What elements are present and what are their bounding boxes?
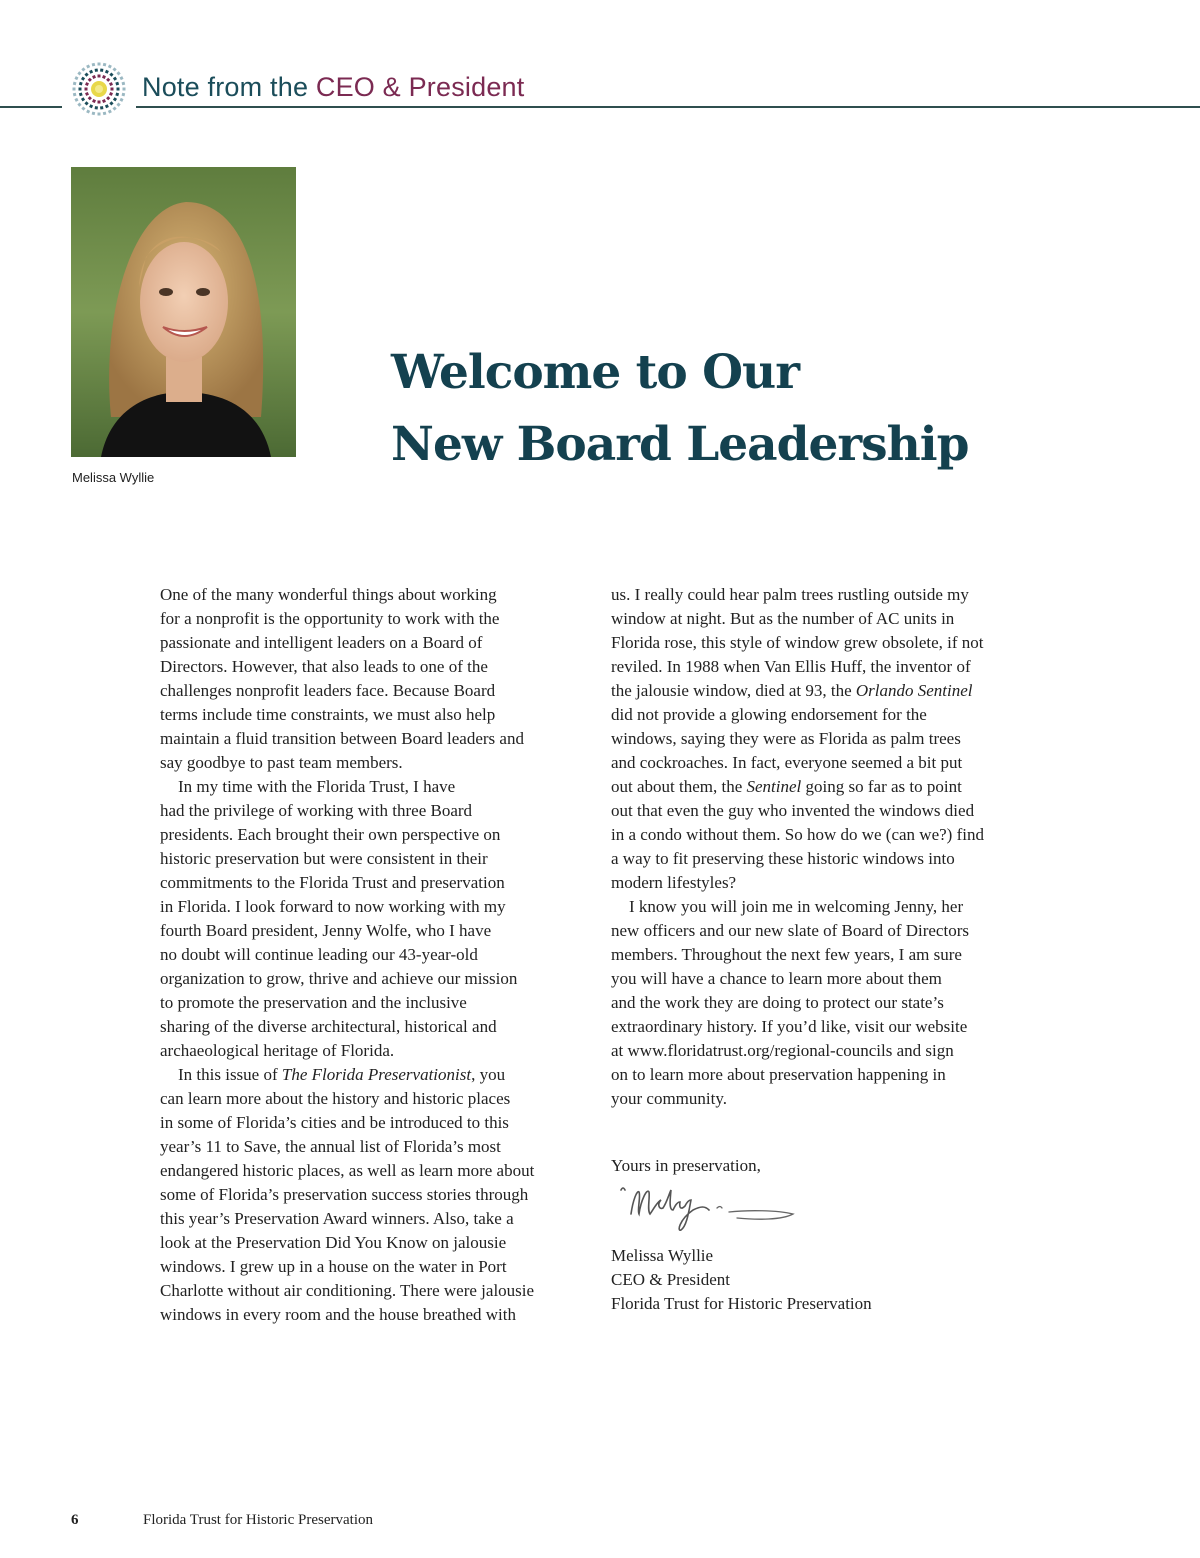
- headline-line-2: New Board Leadership: [391, 417, 969, 472]
- body-text-line: Directors. However, that also leads to one of the: [160, 657, 488, 676]
- body-text-line: fourth Board president, Jenny Wolfe, who I have: [160, 921, 492, 940]
- body-text-line: say goodbye to past team members.: [160, 753, 403, 772]
- portrait-photo: [71, 167, 296, 457]
- body-text-line: look at the Preservation Did You Know on jalousie: [160, 1233, 507, 1252]
- body-text-line: a way to fit preserving these historic windows into: [611, 849, 955, 868]
- header-rule-right: [136, 106, 1200, 108]
- body-text-line: out that even the guy who invented the windows died: [611, 801, 975, 820]
- body-text-line: windows, saying they were as Florida as palm trees: [611, 729, 961, 748]
- body-text-line: in some of Florida’s cities and be introduced to this: [160, 1113, 509, 1132]
- body-text-line: the jalousie window, died at 93, the Orlando Sentinel: [611, 681, 973, 700]
- page-header: [0, 58, 1200, 118]
- body-column-left: [160, 583, 592, 1327]
- article-headline: [391, 337, 1151, 481]
- body-text-line: reviled. In 1988 when Van Ellis Huff, the inventor of: [611, 657, 971, 676]
- body-text-line: members. Throughout the next few years, I am sure: [611, 945, 962, 964]
- body-text-line: windows in every room and the house breathed with: [160, 1305, 516, 1324]
- header-rule-left: [0, 106, 62, 108]
- body-text-line: had the privilege of working with three Board: [160, 801, 473, 820]
- body-column-right: [611, 583, 1041, 1316]
- signer-name: Melissa Wyllie: [611, 1246, 714, 1265]
- body-text-line: your community.: [611, 1089, 727, 1108]
- body-text-line: passionate and intelligent leaders on a Board of: [160, 633, 483, 652]
- handwritten-signature-icon: [611, 1178, 1041, 1244]
- section-title-highlight: CEO & President: [315, 72, 525, 102]
- body-text-line: maintain a fluid transition between Board leaders and: [160, 729, 524, 748]
- body-text-line: can learn more about the history and historic places: [160, 1089, 511, 1108]
- body-text-line: no doubt will continue leading our 43-year-old: [160, 945, 478, 964]
- section-title: [142, 72, 524, 103]
- body-text-line: year’s 11 to Save, the annual list of Florida’s most: [160, 1137, 501, 1156]
- body-text-line: windows. I grew up in a house on the water in Port: [160, 1257, 507, 1276]
- closing-salutation: Yours in preservation,: [611, 1156, 761, 1175]
- body-text-line: out about them, the Sentinel going so far as to point: [611, 777, 962, 796]
- headline-line-1: Welcome to Our: [391, 345, 799, 400]
- body-text-line: sharing of the diverse architectural, historical and: [160, 1017, 497, 1036]
- photo-caption: Melissa Wyllie: [72, 470, 155, 485]
- section-title-prefix: Note from the: [142, 72, 316, 102]
- body-text-line: to promote the preservation and the inclusive: [160, 993, 467, 1012]
- body-text-line: you will have a chance to learn more about them: [611, 969, 942, 988]
- signer-organization: Florida Trust for Historic Preservation: [611, 1294, 872, 1313]
- body-text-line: this year’s Preservation Award winners. Also, take a: [160, 1209, 514, 1228]
- body-text-line: modern lifestyles?: [611, 873, 737, 892]
- body-text-line: terms include time constraints, we must also help: [160, 705, 496, 724]
- body-text-line: presidents. Each brought their own perspective on: [160, 825, 501, 844]
- body-text-line: One of the many wonderful things about working: [160, 585, 497, 604]
- body-text-line: window at night. But as the number of AC units in: [611, 609, 955, 628]
- body-text-line: in Florida. I look forward to now working with my: [160, 897, 506, 916]
- body-text-line: did not provide a glowing endorsement for the: [611, 705, 927, 724]
- body-text-line: on to learn more about preservation happening in: [611, 1065, 946, 1084]
- body-text-line: archaeological heritage of Florida.: [160, 1041, 395, 1060]
- body-text-line: commitments to the Florida Trust and preservation: [160, 873, 505, 892]
- body-text-line: new officers and our new slate of Board of Directors: [611, 921, 969, 940]
- body-text-line: us. I really could hear palm trees rustling outside my: [611, 585, 969, 604]
- body-text-line: Charlotte without air conditioning. There were jalousie: [160, 1281, 535, 1300]
- sunburst-seal-icon: [70, 60, 128, 118]
- body-text-line: In my time with the Florida Trust, I have: [178, 777, 456, 796]
- closing-spacer: [611, 1111, 1041, 1154]
- signer-title: CEO & President: [611, 1270, 730, 1289]
- body-text-line: in a condo without them. So how do we (can we?) find: [611, 825, 984, 844]
- body-text-line: In this issue of The Florida Preservationist, you: [178, 1065, 506, 1084]
- body-text-line: I know you will join me in welcoming Jenny, her: [629, 897, 964, 916]
- body-text-line: organization to grow, thrive and achieve our mission: [160, 969, 518, 988]
- body-text-line: and the work they are doing to protect our state’s: [611, 993, 944, 1012]
- body-text-line: for a nonprofit is the opportunity to work with the: [160, 609, 500, 628]
- body-text-line: at www.floridatrust.org/regional-councils and sign: [611, 1041, 954, 1060]
- body-text-line: and cockroaches. In fact, everyone seemed a bit put: [611, 753, 963, 772]
- body-text-line: some of Florida’s preservation success stories through: [160, 1185, 529, 1204]
- body-text-line: Florida rose, this style of window grew obsolete, if not: [611, 633, 984, 652]
- body-text-line: extraordinary history. If you’d like, visit our website: [611, 1017, 968, 1036]
- body-text-line: historic preservation but were consistent in their: [160, 849, 488, 868]
- body-text-line: endangered historic places, as well as learn more about: [160, 1161, 535, 1180]
- page-number: 6: [71, 1512, 79, 1528]
- body-text-line: challenges nonprofit leaders face. Because Board: [160, 681, 496, 700]
- footer-organization: Florida Trust for Historic Preservation: [143, 1512, 373, 1528]
